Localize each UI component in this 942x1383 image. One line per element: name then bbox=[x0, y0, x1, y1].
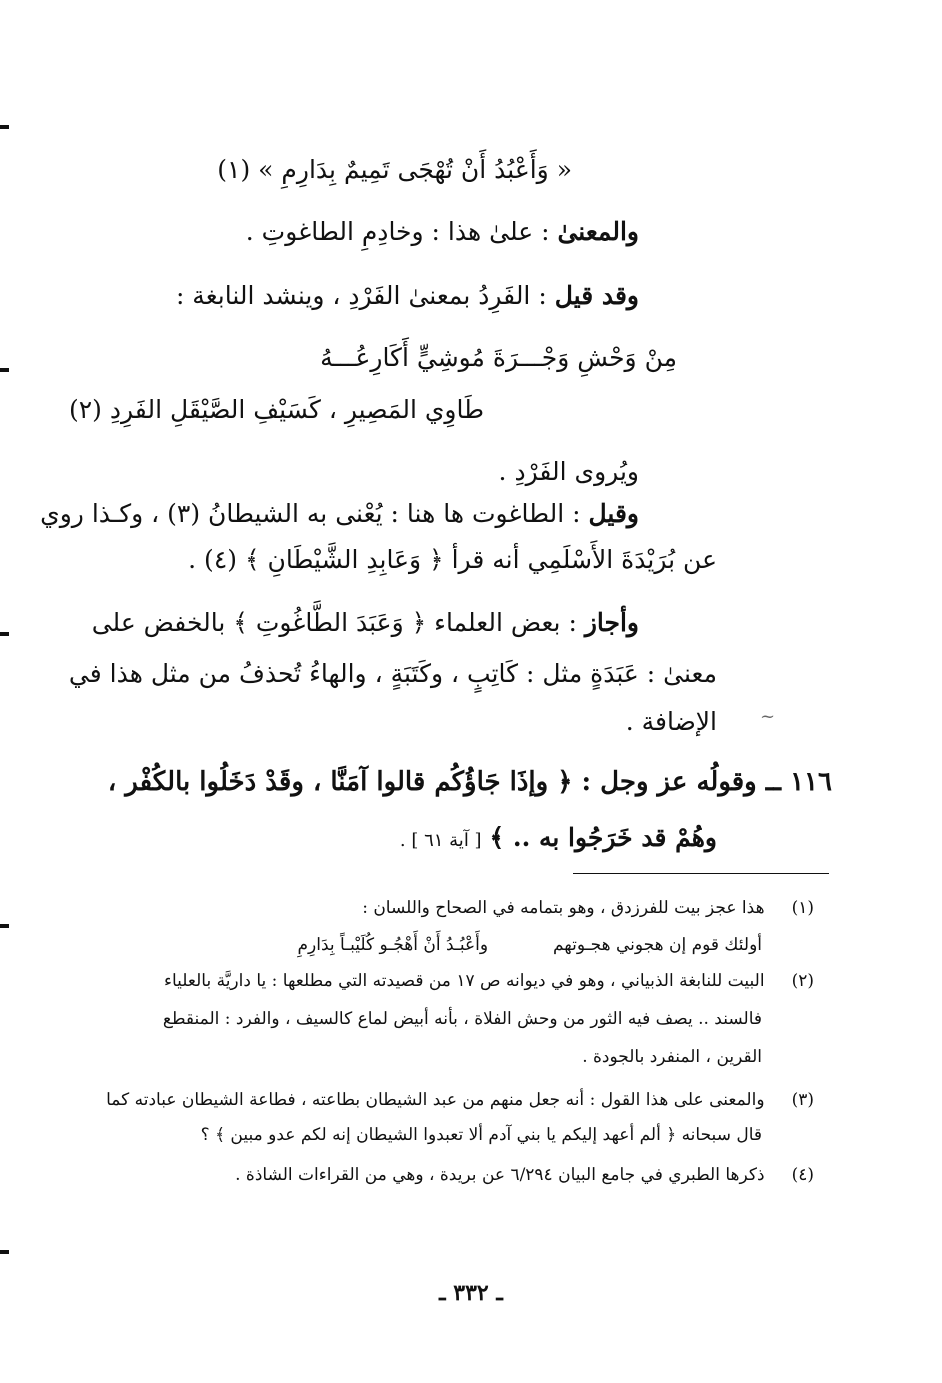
poem-hemistich-2: طَاوِي المَصِيرِ ، كَسَيْفِ الصَّيْقَلِ الفَرِدِ (٢) bbox=[68, 395, 484, 424]
margin-mark bbox=[0, 125, 9, 129]
poem-line-2 bbox=[0, 390, 484, 430]
body-line-8 bbox=[27, 654, 717, 694]
footnote-2-line-2 bbox=[22, 1004, 762, 1034]
body-line-5 bbox=[29, 494, 639, 534]
margin-mark bbox=[0, 1250, 9, 1254]
body-line-9 bbox=[317, 702, 717, 742]
body-line-3 bbox=[39, 276, 639, 316]
qil-label: وقيل bbox=[588, 499, 639, 528]
pencil-mark: ~ bbox=[760, 706, 776, 727]
meaning-abada-text: معنىٰ : عَبَدَةٍ مثل : كَاتِبٍ ، وكَتَبَةٍ ، والهاءُ تُحذفُ من مثل هذا في bbox=[68, 659, 717, 688]
footnote-4 bbox=[54, 1160, 814, 1190]
footnote-2-text-2: فالسند .. يصف فيه الثور من وحش الفلاة ، بأنه أبيض لماع كالسيف ، والفرد : المنقطع bbox=[162, 1009, 762, 1029]
footnote-4-number: (٤) bbox=[791, 1165, 814, 1185]
buraydah-text: عن بُرَيْدَةَ الأَسْلَمِي أنه قرأ ﴿ وَعَابِدِ الشَّيْطَانِ ﴾ (٤) . bbox=[188, 545, 717, 574]
meaning-label: والمعنىٰ bbox=[557, 217, 639, 246]
footnote-1-verse bbox=[62, 930, 762, 960]
footnote-separator bbox=[573, 873, 829, 874]
footnote-2-number: (٢) bbox=[791, 971, 814, 991]
verse-text: « وَأَعْبُدُ أَنْ تُهْجَى تَمِيمٌ بِدَارِمِ » (١) bbox=[217, 155, 572, 184]
ajaz-text: : بعض العلماء ﴿ وَعَبَدَ الطَّاغُوتِ ﴾ بالخفض على bbox=[91, 608, 577, 637]
poem-line-1 bbox=[77, 338, 677, 378]
margin-mark bbox=[0, 368, 9, 372]
verse-116-text-2: وهُمْ قد خَرَجُوا به .. ﴾ bbox=[489, 823, 717, 852]
idafa-text: الإضافة . bbox=[625, 707, 717, 736]
footnote-1-number: (١) bbox=[791, 898, 814, 918]
footnote-2-line-3 bbox=[22, 1042, 762, 1072]
ajaz-label: وأجاز bbox=[584, 608, 639, 637]
verse-line-1 bbox=[52, 150, 572, 190]
verse-116-line-2 bbox=[117, 818, 717, 861]
variant-text: ويُروى الفَرْدِ . bbox=[498, 457, 639, 486]
footnote-2-text-1: البيت للنابغة الذبياني ، وهو في ديوانه ص ١٧ من قصيدته التي مطلعها : يا داريَّة بالعلياء bbox=[163, 971, 765, 991]
footnote-4-text: ذكرها الطبري في جامع البيان ٦/٢٩٤ عن بريدة ، وهي من القراءات الشاذة . bbox=[235, 1165, 765, 1185]
margin-mark bbox=[0, 924, 9, 928]
qil-text: : الطاغوت ها هنا : يُعْنى به الشيطانُ (٣) ، وكـذا روي bbox=[40, 499, 581, 528]
footnote-3-text-2: قال سبحانه ﴿ ألم أعهد إليكم يا بني آدم ألا تعبدوا الشيطان إنه لكم عدو مبين ﴾ ؟ bbox=[200, 1125, 762, 1145]
verse-116-text: ١١٦ ــ وقولُه عز وجل : ﴿ وإذَا جَاؤُكُم قالوا آمَنَّا ، وقَدْ دَخَلُوا بالكُفْر ، bbox=[107, 767, 832, 797]
meaning-text: : علىٰ هذا : وخادِمِ الطاغوتِ . bbox=[245, 217, 550, 246]
footnote-3-line-2 bbox=[22, 1120, 762, 1150]
footnote-1 bbox=[54, 893, 814, 923]
said-label: وقد قيل bbox=[554, 281, 639, 310]
footnote-2-line-1 bbox=[24, 966, 814, 996]
poem-hemistich-1: مِنْ وَحْشِ وَجْـــرَةَ مُوشِيٍّ أَكَارِعُـــهُ bbox=[320, 343, 677, 372]
verse-116-line-1 bbox=[52, 762, 832, 802]
body-line-2 bbox=[39, 212, 639, 252]
body-line-4 bbox=[39, 452, 639, 492]
footnote-2-text-3: القرين ، المنفرد بالجودة . bbox=[582, 1047, 762, 1067]
footnote-1-verse-a: أولئك قوم إن هجوني هجـوتهم bbox=[552, 935, 762, 955]
body-line-6 bbox=[37, 540, 717, 580]
footnote-3-number: (٣) bbox=[791, 1090, 814, 1110]
page-number: ـ ٣٣٢ ـ bbox=[439, 1280, 503, 1306]
said-text: : الفَرِدُ بمعنىٰ الفَرْدِ ، وينشد النابغة : bbox=[175, 281, 547, 310]
footnote-1-text: هذا عجز بيت للفرزدق ، وهو بتمامه في الصحاح واللسان : bbox=[362, 898, 765, 918]
footnote-1-verse-b: وأَعْبُـدُ أَنْ أَهْجُـو كُلَيْبـاً بِدَارِمِ bbox=[297, 935, 489, 955]
ayah-ref: [ آية ٦١ ] . bbox=[399, 830, 482, 851]
body-line-7 bbox=[29, 603, 639, 643]
margin-mark bbox=[0, 632, 9, 636]
footnote-3-line-1 bbox=[24, 1085, 814, 1115]
footnote-3-text-1: والمعنى على هذا القول : أنه جعل منهم من عبد الشيطان بطاعته ، فطاعة الشيطان عبادته كما bbox=[106, 1090, 765, 1110]
